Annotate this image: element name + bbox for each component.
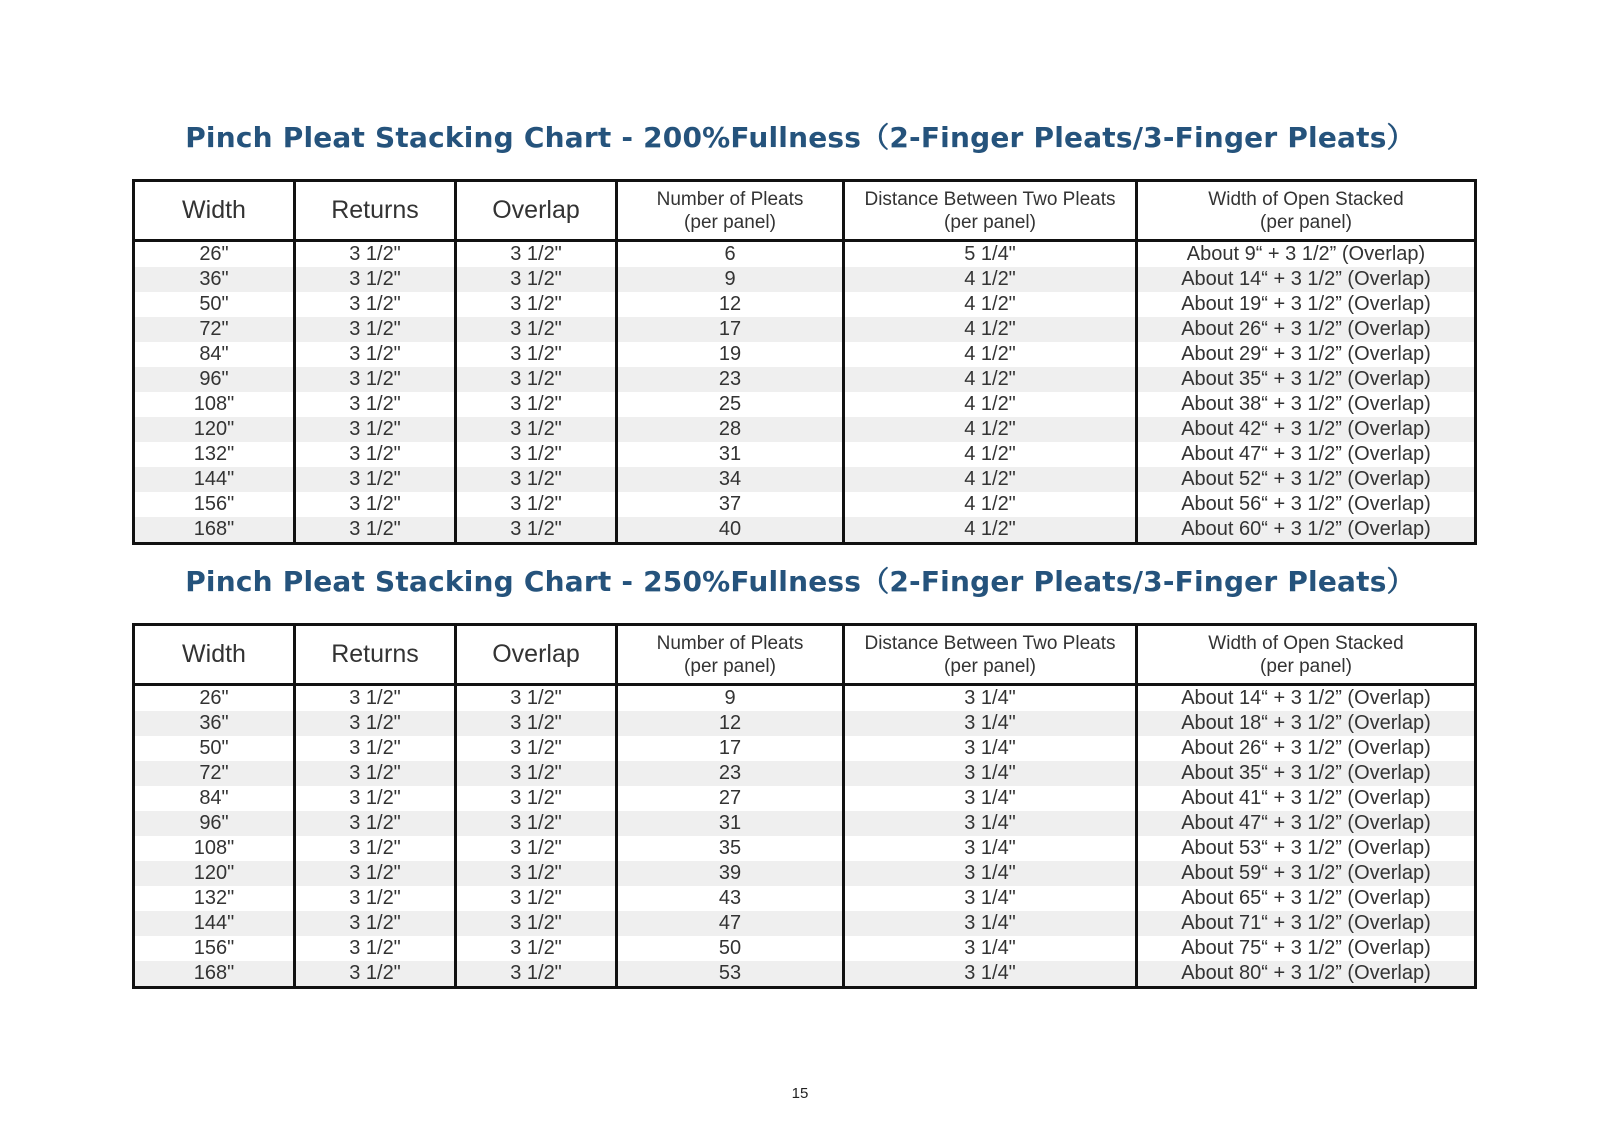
cell-returns: 3 1/2": [295, 517, 456, 544]
cell-returns: 3 1/2": [295, 685, 456, 712]
table-row: [134, 492, 1476, 517]
header-distance-label: Distance Between Two Pleats: [864, 188, 1116, 210]
cell-overlap: 3 1/2": [456, 886, 617, 911]
cell-number-of-pleats: 43: [617, 886, 844, 911]
cell-overlap: 3 1/2": [456, 317, 617, 342]
cell-overlap: 3 1/2": [456, 961, 617, 988]
header-stacked-label: Width of Open Stacked: [1208, 632, 1404, 654]
chart-title-250: Pinch Pleat Stacking Chart - 250%Fullness（2-Finger Pleats/3-Finger Pleats）: [185, 565, 1415, 598]
cell-number-of-pleats: 53: [617, 961, 844, 988]
header-distance-sub: (per panel): [944, 211, 1036, 233]
cell-distance: 4 1/2": [844, 292, 1137, 317]
table-row: [134, 886, 1476, 911]
cell-number-of-pleats: 23: [617, 761, 844, 786]
cell-width: 120": [134, 417, 295, 442]
table-row: [134, 517, 1476, 544]
table-row: [134, 342, 1476, 367]
cell-width: 108": [134, 836, 295, 861]
cell-distance: 5 1/4": [844, 241, 1137, 268]
stacking-table-200: [132, 179, 1477, 545]
cell-width: 144": [134, 911, 295, 936]
table-row: [134, 267, 1476, 292]
cell-returns: 3 1/2": [295, 961, 456, 988]
cell-distance: 3 1/4": [844, 761, 1137, 786]
table-row: [134, 861, 1476, 886]
cell-open-stacked-width: About 60“ + 3 1/2” (Overlap): [1137, 517, 1476, 544]
cell-width: 36": [134, 267, 295, 292]
cell-width: 72": [134, 761, 295, 786]
header-row: [134, 181, 1476, 241]
stacking-table-250: [132, 623, 1477, 989]
cell-overlap: 3 1/2": [456, 685, 617, 712]
cell-number-of-pleats: 50: [617, 936, 844, 961]
cell-distance: 3 1/4": [844, 936, 1137, 961]
header-number-of-pleats-sub: (per panel): [684, 655, 776, 677]
table-row: [134, 292, 1476, 317]
cell-width: 108": [134, 392, 295, 417]
cell-distance: 4 1/2": [844, 467, 1137, 492]
header-number-of-pleats-label: Number of Pleats: [656, 188, 804, 210]
cell-returns: 3 1/2": [295, 342, 456, 367]
table-body-250: [134, 685, 1476, 988]
cell-returns: 3 1/2": [295, 861, 456, 886]
cell-distance: 4 1/2": [844, 417, 1137, 442]
header-row: [134, 625, 1476, 685]
cell-open-stacked-width: About 38“ + 3 1/2” (Overlap): [1137, 392, 1476, 417]
table-row: [134, 761, 1476, 786]
table-row: [134, 417, 1476, 442]
cell-returns: 3 1/2": [295, 786, 456, 811]
header-overlap: Overlap: [456, 181, 617, 241]
cell-returns: 3 1/2": [295, 442, 456, 467]
cell-open-stacked-width: About 42“ + 3 1/2” (Overlap): [1137, 417, 1476, 442]
chart-title-200: Pinch Pleat Stacking Chart - 200%Fullness（2-Finger Pleats/3-Finger Pleats）: [185, 121, 1415, 154]
cell-open-stacked-width: About 71“ + 3 1/2” (Overlap): [1137, 911, 1476, 936]
header-number-of-pleats-label: Number of Pleats: [656, 632, 804, 654]
cell-width: 36": [134, 711, 295, 736]
cell-returns: 3 1/2": [295, 711, 456, 736]
page-number: 15: [791, 1085, 809, 1102]
cell-returns: 3 1/2": [295, 367, 456, 392]
header-number-of-pleats-sub: (per panel): [684, 211, 776, 233]
cell-distance: 3 1/4": [844, 961, 1137, 988]
cell-overlap: 3 1/2": [456, 811, 617, 836]
cell-distance: 4 1/2": [844, 517, 1137, 544]
cell-open-stacked-width: About 26“ + 3 1/2” (Overlap): [1137, 317, 1476, 342]
cell-returns: 3 1/2": [295, 886, 456, 911]
cell-returns: 3 1/2": [295, 736, 456, 761]
header-number-of-pleats: [617, 181, 844, 241]
cell-returns: 3 1/2": [295, 811, 456, 836]
cell-number-of-pleats: 31: [617, 811, 844, 836]
cell-overlap: 3 1/2": [456, 392, 617, 417]
cell-number-of-pleats: 39: [617, 861, 844, 886]
cell-open-stacked-width: About 75“ + 3 1/2” (Overlap): [1137, 936, 1476, 961]
cell-open-stacked-width: About 14“ + 3 1/2” (Overlap): [1137, 267, 1476, 292]
cell-open-stacked-width: About 19“ + 3 1/2” (Overlap): [1137, 292, 1476, 317]
cell-returns: 3 1/2": [295, 492, 456, 517]
cell-width: 26": [134, 685, 295, 712]
header-distance-between-pleats: [844, 181, 1137, 241]
table-row: [134, 736, 1476, 761]
cell-number-of-pleats: 23: [617, 367, 844, 392]
cell-number-of-pleats: 37: [617, 492, 844, 517]
header-returns: Returns: [295, 181, 456, 241]
cell-overlap: 3 1/2": [456, 736, 617, 761]
cell-returns: 3 1/2": [295, 936, 456, 961]
cell-distance: 3 1/4": [844, 886, 1137, 911]
cell-overlap: 3 1/2": [456, 241, 617, 268]
cell-returns: 3 1/2": [295, 911, 456, 936]
cell-open-stacked-width: About 9“ + 3 1/2” (Overlap): [1137, 241, 1476, 268]
cell-overlap: 3 1/2": [456, 267, 617, 292]
cell-open-stacked-width: About 14“ + 3 1/2” (Overlap): [1137, 685, 1476, 712]
table-row: [134, 936, 1476, 961]
table-row: [134, 786, 1476, 811]
table-row: [134, 442, 1476, 467]
cell-distance: 3 1/4": [844, 861, 1137, 886]
cell-width: 132": [134, 442, 295, 467]
cell-overlap: 3 1/2": [456, 467, 617, 492]
table-row: [134, 317, 1476, 342]
cell-width: 72": [134, 317, 295, 342]
cell-distance: 3 1/4": [844, 786, 1137, 811]
header-overlap: Overlap: [456, 625, 617, 685]
cell-number-of-pleats: 12: [617, 292, 844, 317]
cell-number-of-pleats: 19: [617, 342, 844, 367]
header-distance-sub: (per panel): [944, 655, 1036, 677]
cell-number-of-pleats: 27: [617, 786, 844, 811]
cell-open-stacked-width: About 53“ + 3 1/2” (Overlap): [1137, 836, 1476, 861]
cell-returns: 3 1/2": [295, 836, 456, 861]
cell-returns: 3 1/2": [295, 241, 456, 268]
cell-open-stacked-width: About 65“ + 3 1/2” (Overlap): [1137, 886, 1476, 911]
header-distance-label: Distance Between Two Pleats: [864, 632, 1116, 654]
cell-number-of-pleats: 31: [617, 442, 844, 467]
cell-distance: 3 1/4": [844, 685, 1137, 712]
cell-returns: 3 1/2": [295, 317, 456, 342]
cell-open-stacked-width: About 59“ + 3 1/2” (Overlap): [1137, 861, 1476, 886]
cell-overlap: 3 1/2": [456, 417, 617, 442]
table-body-200: [134, 241, 1476, 544]
cell-returns: 3 1/2": [295, 761, 456, 786]
header-returns: Returns: [295, 625, 456, 685]
header-number-of-pleats: [617, 625, 844, 685]
cell-overlap: 3 1/2": [456, 711, 617, 736]
cell-width: 84": [134, 786, 295, 811]
cell-open-stacked-width: About 35“ + 3 1/2” (Overlap): [1137, 761, 1476, 786]
cell-width: 50": [134, 292, 295, 317]
cell-width: 156": [134, 492, 295, 517]
cell-distance: 4 1/2": [844, 492, 1137, 517]
cell-width: 168": [134, 961, 295, 988]
header-stacked-sub: (per panel): [1260, 211, 1352, 233]
cell-number-of-pleats: 25: [617, 392, 844, 417]
header-width-open-stacked: [1137, 625, 1476, 685]
cell-overlap: 3 1/2": [456, 761, 617, 786]
cell-number-of-pleats: 40: [617, 517, 844, 544]
cell-distance: 4 1/2": [844, 442, 1137, 467]
table-row: [134, 367, 1476, 392]
cell-number-of-pleats: 47: [617, 911, 844, 936]
cell-width: 96": [134, 367, 295, 392]
table-row: [134, 836, 1476, 861]
header-distance-between-pleats: [844, 625, 1137, 685]
cell-width: 26": [134, 241, 295, 268]
cell-width: 168": [134, 517, 295, 544]
cell-open-stacked-width: About 35“ + 3 1/2” (Overlap): [1137, 367, 1476, 392]
cell-number-of-pleats: 12: [617, 711, 844, 736]
table-row: [134, 811, 1476, 836]
cell-number-of-pleats: 6: [617, 241, 844, 268]
cell-overlap: 3 1/2": [456, 786, 617, 811]
table-row: [134, 961, 1476, 988]
cell-open-stacked-width: About 47“ + 3 1/2” (Overlap): [1137, 442, 1476, 467]
cell-number-of-pleats: 9: [617, 685, 844, 712]
cell-open-stacked-width: About 47“ + 3 1/2” (Overlap): [1137, 811, 1476, 836]
cell-distance: 4 1/2": [844, 317, 1137, 342]
cell-open-stacked-width: About 80“ + 3 1/2” (Overlap): [1137, 961, 1476, 988]
cell-distance: 3 1/4": [844, 836, 1137, 861]
header-stacked-sub: (per panel): [1260, 655, 1352, 677]
cell-distance: 3 1/4": [844, 736, 1137, 761]
cell-distance: 4 1/2": [844, 342, 1137, 367]
cell-number-of-pleats: 17: [617, 736, 844, 761]
cell-open-stacked-width: About 41“ + 3 1/2” (Overlap): [1137, 786, 1476, 811]
cell-number-of-pleats: 17: [617, 317, 844, 342]
table-row: [134, 711, 1476, 736]
cell-number-of-pleats: 35: [617, 836, 844, 861]
cell-width: 96": [134, 811, 295, 836]
cell-number-of-pleats: 9: [617, 267, 844, 292]
cell-open-stacked-width: About 29“ + 3 1/2” (Overlap): [1137, 342, 1476, 367]
cell-overlap: 3 1/2": [456, 936, 617, 961]
table-row: [134, 392, 1476, 417]
cell-overlap: 3 1/2": [456, 442, 617, 467]
cell-width: 120": [134, 861, 295, 886]
cell-overlap: 3 1/2": [456, 342, 617, 367]
cell-distance: 4 1/2": [844, 267, 1137, 292]
header-stacked-label: Width of Open Stacked: [1208, 188, 1404, 210]
cell-width: 156": [134, 936, 295, 961]
table-row: [134, 685, 1476, 712]
cell-returns: 3 1/2": [295, 417, 456, 442]
cell-overlap: 3 1/2": [456, 367, 617, 392]
cell-returns: 3 1/2": [295, 267, 456, 292]
cell-overlap: 3 1/2": [456, 492, 617, 517]
cell-overlap: 3 1/2": [456, 861, 617, 886]
cell-open-stacked-width: About 52“ + 3 1/2” (Overlap): [1137, 467, 1476, 492]
table-row: [134, 911, 1476, 936]
cell-width: 84": [134, 342, 295, 367]
cell-distance: 4 1/2": [844, 367, 1137, 392]
cell-returns: 3 1/2": [295, 467, 456, 492]
cell-overlap: 3 1/2": [456, 292, 617, 317]
table-row: [134, 241, 1476, 268]
cell-distance: 3 1/4": [844, 911, 1137, 936]
cell-overlap: 3 1/2": [456, 517, 617, 544]
header-width: Width: [134, 181, 295, 241]
cell-number-of-pleats: 28: [617, 417, 844, 442]
cell-width: 132": [134, 886, 295, 911]
cell-width: 144": [134, 467, 295, 492]
cell-returns: 3 1/2": [295, 392, 456, 417]
cell-width: 50": [134, 736, 295, 761]
cell-overlap: 3 1/2": [456, 836, 617, 861]
cell-number-of-pleats: 34: [617, 467, 844, 492]
cell-open-stacked-width: About 26“ + 3 1/2” (Overlap): [1137, 736, 1476, 761]
cell-distance: 4 1/2": [844, 392, 1137, 417]
cell-distance: 3 1/4": [844, 711, 1137, 736]
table-row: [134, 467, 1476, 492]
cell-open-stacked-width: About 56“ + 3 1/2” (Overlap): [1137, 492, 1476, 517]
header-width: Width: [134, 625, 295, 685]
cell-returns: 3 1/2": [295, 292, 456, 317]
cell-overlap: 3 1/2": [456, 911, 617, 936]
cell-open-stacked-width: About 18“ + 3 1/2” (Overlap): [1137, 711, 1476, 736]
header-width-open-stacked: [1137, 181, 1476, 241]
cell-distance: 3 1/4": [844, 811, 1137, 836]
